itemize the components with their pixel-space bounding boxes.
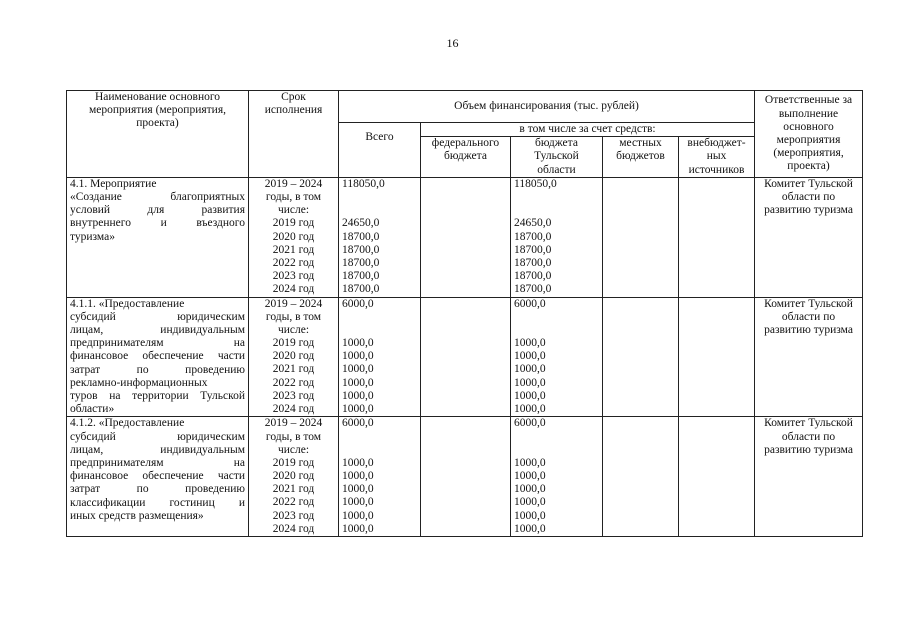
header-regional: бюджета Тульской области [511,137,603,178]
cell-line: 18700,0 [342,283,380,296]
federal-cell [421,297,511,417]
local-cell [603,177,679,297]
header-local: местных бюджетов [603,137,679,178]
cell-line: 118050,0 [514,177,557,190]
cell-line: 2023 год [272,509,315,522]
responsible-cell: Комитет Тульской области по развитию туризма [755,417,863,537]
federal-cell [421,177,511,297]
activity-name-line: области» [70,403,115,416]
activity-name-line: финансовое обеспечение части [70,350,245,363]
cell-line: 6000,0 [514,417,546,430]
page-number: 16 [446,36,459,50]
financing-table [66,90,863,537]
header-including: в том числе за счет средств: [421,123,755,137]
cell-line [342,204,417,217]
activity-name-line: 4.1.1. «Предоставление [70,297,185,310]
regional-cell [511,177,603,297]
cell-line: годы, в том [265,430,322,443]
term-cell [249,297,339,417]
cell-line: 18700,0 [342,230,380,243]
activity-name-line: 4.1. Мероприятие [70,177,157,190]
cell-line: 1000,0 [514,470,546,483]
cell-line: 1000,0 [514,403,546,415]
cell-line: 1000,0 [342,376,374,389]
cell-line: 6000,0 [342,417,374,430]
term-cell [249,417,339,537]
cell-line: 2022 год [272,376,315,389]
total-cell [339,297,421,417]
cell-line: 18700,0 [514,256,552,269]
cell-line: 118050,0 [342,177,385,190]
cell-line: 1000,0 [342,509,374,522]
cell-line: 2019 – 2024 [264,417,323,430]
cell-line: 1000,0 [514,509,546,522]
cell-line [342,431,417,444]
federal-cell [421,417,511,537]
cell-line: 1000,0 [342,456,374,469]
cell-line: 2020 год [272,350,315,363]
cell-line [342,444,417,457]
cell-line: 1000,0 [514,363,546,376]
cell-line: 2019 – 2024 [264,297,323,310]
cell-line: 1000,0 [342,337,374,350]
cell-line: 24650,0 [514,217,552,230]
cell-line [342,324,417,337]
activity-name-line: финансовое обеспечение части [70,470,245,483]
cell-line: 1000,0 [342,522,374,535]
cell-line: 2021 год [272,483,315,496]
header-responsible: Ответственные за выполнение основного мероприятия (мероприятия, проекта) [755,91,863,178]
cell-line: 1000,0 [514,522,546,535]
cell-line: 1000,0 [342,483,374,496]
activity-name-line: туризма» [70,230,115,243]
activity-name-line: иных средств размещения» [70,509,204,522]
activity-name-line: «Создание благоприятных [70,191,245,204]
cell-line: годы, в том [265,310,322,323]
total-cell [339,417,421,537]
cell-line: 1000,0 [342,470,374,483]
activity-name-line: субсидий юридическим [70,310,245,323]
cell-line: 2024 год [272,283,315,296]
header-federal: федерального бюджета [421,137,511,178]
cell-line: 2024 год [272,522,315,535]
activity-name-line: затрат по проведению [70,363,245,376]
activity-name-line: классификации гостиниц и [70,496,245,509]
cell-line: 2019 – 2024 [264,177,323,190]
cell-line: 18700,0 [342,243,380,256]
cell-line [514,431,599,444]
cell-line: 18700,0 [514,270,552,283]
cell-line: 18700,0 [514,230,552,243]
activity-name [67,177,249,297]
cell-line: 18700,0 [342,256,380,269]
cell-line: 2023 год [272,270,315,283]
cell-line: 1000,0 [342,363,374,376]
cell-line: 2021 год [272,243,315,256]
cell-line: 1000,0 [342,389,374,402]
regional-cell [511,417,603,537]
activity-name-line: лицам, индивидуальным [70,323,245,336]
cell-line: 2021 год [272,363,315,376]
header-term: Срок исполнения [249,91,339,178]
activity-name-line: условий для развития [70,204,245,217]
local-cell [603,417,679,537]
cell-line: 1000,0 [342,403,374,415]
activity-name [67,297,249,417]
activity-name-line: предпринимателям на [70,456,245,469]
cell-line: 1000,0 [342,350,374,363]
table-row [67,417,863,537]
cell-line: числе: [277,204,310,217]
activity-name [67,417,249,537]
cell-line: 2023 год [272,389,315,402]
cell-line: 1000,0 [514,376,546,389]
cell-line [514,204,599,217]
cell-line: 1000,0 [514,483,546,496]
cell-line: 18700,0 [342,270,380,283]
cell-line: 18700,0 [514,283,552,296]
cell-line: 1000,0 [514,389,546,402]
cell-line: 1000,0 [342,496,374,509]
term-cell [249,177,339,297]
cell-line: 24650,0 [342,217,380,230]
table-row [67,177,863,297]
cell-line [514,324,599,337]
responsible-cell: Комитет Тульской области по развитию туризма [755,297,863,417]
cell-line: числе: [277,323,310,336]
local-cell [603,297,679,417]
activity-name-line: предпринимателям на [70,337,245,350]
cell-line: 2019 год [272,456,315,469]
cell-line [342,311,417,324]
regional-cell [511,297,603,417]
cell-line: 2020 год [272,230,315,243]
activity-name-line: туров на территории Тульской [70,389,245,402]
cell-line: 1000,0 [514,350,546,363]
offbudget-cell [679,417,755,537]
cell-line: 2019 год [272,337,315,350]
cell-line: 1000,0 [514,456,546,469]
cell-line: 2019 год [272,217,315,230]
cell-line: 2024 год [272,403,315,415]
activity-name-line: 4.1.2. «Предоставление [70,417,185,430]
cell-line [514,191,599,204]
cell-line: числе: [277,443,310,456]
cell-line: 1000,0 [514,496,546,509]
responsible-cell: Комитет Тульской области по развитию туризма [755,177,863,297]
cell-line: 6000,0 [514,297,546,310]
offbudget-cell [679,177,755,297]
activity-name-line: внутреннего и въездного [70,217,245,230]
cell-line: 2020 год [272,470,315,483]
cell-line: 2022 год [272,256,315,269]
total-cell [339,177,421,297]
table-row [67,297,863,417]
cell-line: 18700,0 [514,243,552,256]
activity-name-line: субсидий юридическим [70,430,245,443]
cell-line: 2022 год [272,496,315,509]
cell-line: 6000,0 [342,297,374,310]
header-total: Всего [339,123,421,178]
offbudget-cell [679,297,755,417]
cell-line: годы, в том [265,191,322,203]
header-funding: Объем финансирования (тыс. рублей) [339,91,755,123]
header-offbudget: внебюджет-ных источников [679,137,755,178]
cell-line: 1000,0 [514,337,546,350]
activity-name-line: затрат по проведению [70,483,245,496]
cell-line [514,311,599,324]
cell-line [342,191,417,204]
activity-name-line: лицам, индивидуальным [70,443,245,456]
activity-name-line: рекламно-информационных [70,376,208,389]
header-name: Наименование основного мероприятия (мероприятия, проекта) [67,91,249,178]
cell-line [514,444,599,457]
